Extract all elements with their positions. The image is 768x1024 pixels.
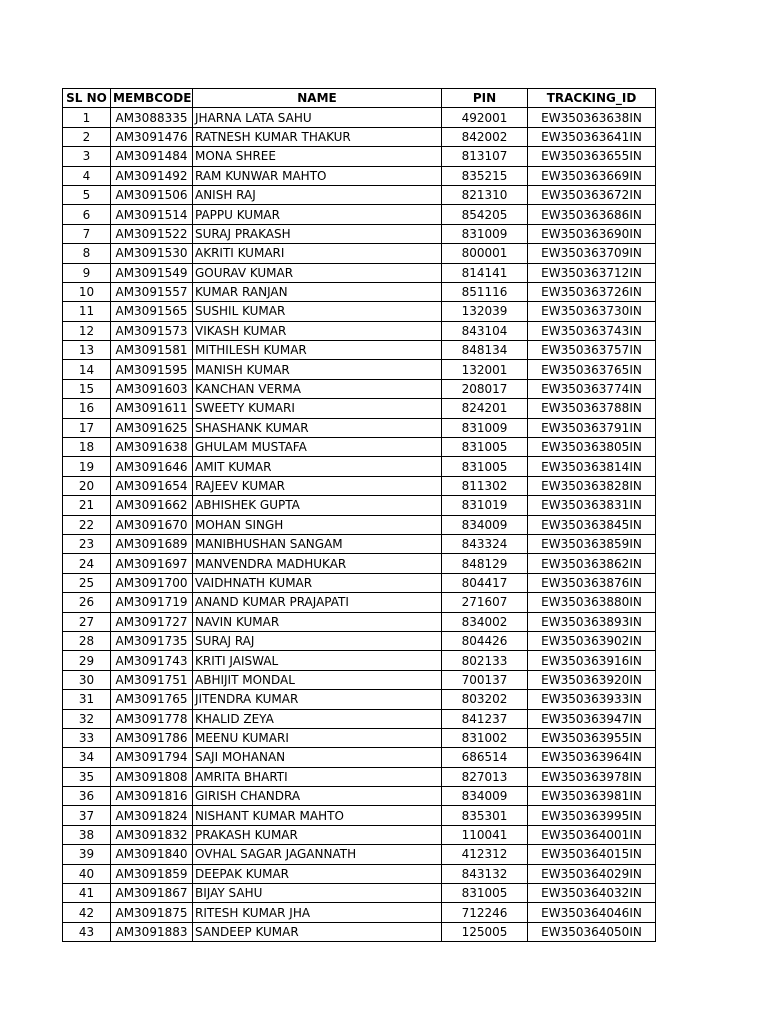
sl-no-cell: 42 (63, 903, 111, 922)
membcode-cell: AM3091743 (111, 651, 193, 670)
sl-no-cell: 36 (63, 787, 111, 806)
name-cell: KRITI JAISWAL (193, 651, 442, 670)
membcode-cell: AM3091514 (111, 205, 193, 224)
name-cell: SURAJ RAJ (193, 631, 442, 650)
name-cell: ABHIJIT MONDAL (193, 670, 442, 689)
tracking-id-cell: EW350363690IN (528, 224, 656, 243)
membcode-cell: AM3091735 (111, 631, 193, 650)
name-cell: MITHILESH KUMAR (193, 341, 442, 360)
membcode-cell: AM3091549 (111, 263, 193, 282)
sl-no-cell: 15 (63, 379, 111, 398)
pin-cell: 843324 (442, 534, 528, 553)
name-cell: NISHANT KUMAR MAHTO (193, 806, 442, 825)
pin-cell: 813107 (442, 147, 528, 166)
tracking-id-cell: EW350363893IN (528, 612, 656, 631)
membcode-cell: AM3091689 (111, 534, 193, 553)
sl-no-cell: 38 (63, 825, 111, 844)
tracking-id-cell: EW350363757IN (528, 341, 656, 360)
header-pin: PIN (442, 89, 528, 108)
sl-no-cell: 26 (63, 593, 111, 612)
name-cell: PRAKASH KUMAR (193, 825, 442, 844)
name-cell: OVHAL SAGAR JAGANNATH (193, 845, 442, 864)
name-cell: SWEETY KUMARI (193, 399, 442, 418)
sl-no-cell: 39 (63, 845, 111, 864)
name-cell: VIKASH KUMAR (193, 321, 442, 340)
pin-cell: 804417 (442, 573, 528, 592)
pin-cell: 802133 (442, 651, 528, 670)
membcode-cell: AM3091565 (111, 302, 193, 321)
tracking-id-cell: EW350363845IN (528, 515, 656, 534)
sl-no-cell: 23 (63, 534, 111, 553)
sl-no-cell: 14 (63, 360, 111, 379)
table-row (63, 767, 656, 786)
dispatch-table (62, 88, 656, 942)
pin-cell: 831005 (442, 884, 528, 903)
name-cell: RATNESH KUMAR THAKUR (193, 127, 442, 146)
table-row (63, 127, 656, 146)
name-cell: GOURAV KUMAR (193, 263, 442, 282)
sl-no-cell: 17 (63, 418, 111, 437)
sl-no-cell: 20 (63, 476, 111, 495)
header-row (63, 89, 656, 108)
table-row (63, 360, 656, 379)
membcode-cell: AM3091840 (111, 845, 193, 864)
tracking-id-cell: EW350364032IN (528, 884, 656, 903)
pin-cell: 208017 (442, 379, 528, 398)
table-body (63, 108, 656, 942)
membcode-cell: AM3091867 (111, 884, 193, 903)
name-cell: SHASHANK KUMAR (193, 418, 442, 437)
tracking-id-cell: EW350363672IN (528, 185, 656, 204)
membcode-cell: AM3091654 (111, 476, 193, 495)
table-row (63, 554, 656, 573)
tracking-id-cell: EW350363995IN (528, 806, 656, 825)
pin-cell: 712246 (442, 903, 528, 922)
pin-cell: 843104 (442, 321, 528, 340)
table-row (63, 321, 656, 340)
table-row (63, 496, 656, 515)
sl-no-cell: 30 (63, 670, 111, 689)
tracking-id-cell: EW350363638IN (528, 108, 656, 127)
tracking-id-cell: EW350363669IN (528, 166, 656, 185)
tracking-id-cell: EW350363726IN (528, 282, 656, 301)
name-cell: GIRISH CHANDRA (193, 787, 442, 806)
membcode-cell: AM3091765 (111, 690, 193, 709)
membcode-cell: AM3091625 (111, 418, 193, 437)
pin-cell: 125005 (442, 922, 528, 941)
tracking-id-cell: EW350363730IN (528, 302, 656, 321)
table-row (63, 922, 656, 941)
table-row (63, 864, 656, 883)
pin-cell: 814141 (442, 263, 528, 282)
sl-no-cell: 31 (63, 690, 111, 709)
sl-no-cell: 37 (63, 806, 111, 825)
membcode-cell: AM3088335 (111, 108, 193, 127)
tracking-id-cell: EW350363981IN (528, 787, 656, 806)
membcode-cell: AM3091832 (111, 825, 193, 844)
sl-no-cell: 7 (63, 224, 111, 243)
tracking-id-cell: EW350363686IN (528, 205, 656, 224)
tracking-id-cell: EW350363947IN (528, 709, 656, 728)
pin-cell: 831002 (442, 728, 528, 747)
sl-no-cell: 3 (63, 147, 111, 166)
pin-cell: 848129 (442, 554, 528, 573)
tracking-id-cell: EW350363743IN (528, 321, 656, 340)
membcode-cell: AM3091875 (111, 903, 193, 922)
table-row (63, 690, 656, 709)
name-cell: KUMAR RANJAN (193, 282, 442, 301)
membcode-cell: AM3091670 (111, 515, 193, 534)
pin-cell: 831005 (442, 457, 528, 476)
sl-no-cell: 29 (63, 651, 111, 670)
name-cell: SANDEEP KUMAR (193, 922, 442, 941)
membcode-cell: AM3091530 (111, 244, 193, 263)
table-row (63, 787, 656, 806)
pin-cell: 700137 (442, 670, 528, 689)
pin-cell: 492001 (442, 108, 528, 127)
table-row (63, 476, 656, 495)
sl-no-cell: 21 (63, 496, 111, 515)
pin-cell: 835301 (442, 806, 528, 825)
name-cell: RAM KUNWAR MAHTO (193, 166, 442, 185)
name-cell: ABHISHEK GUPTA (193, 496, 442, 515)
sl-no-cell: 19 (63, 457, 111, 476)
membcode-cell: AM3091751 (111, 670, 193, 689)
membcode-cell: AM3091595 (111, 360, 193, 379)
table-row (63, 185, 656, 204)
pin-cell: 854205 (442, 205, 528, 224)
membcode-cell: AM3091700 (111, 573, 193, 592)
membcode-cell: AM3091786 (111, 728, 193, 747)
sl-no-cell: 10 (63, 282, 111, 301)
membcode-cell: AM3091638 (111, 438, 193, 457)
table-row (63, 379, 656, 398)
name-cell: AMRITA BHARTI (193, 767, 442, 786)
membcode-cell: AM3091883 (111, 922, 193, 941)
name-cell: KANCHAN VERMA (193, 379, 442, 398)
pin-cell: 841237 (442, 709, 528, 728)
sl-no-cell: 16 (63, 399, 111, 418)
tracking-id-cell: EW350363712IN (528, 263, 656, 282)
name-cell: JHARNA LATA SAHU (193, 108, 442, 127)
table-row (63, 573, 656, 592)
name-cell: RITESH KUMAR JHA (193, 903, 442, 922)
membcode-cell: AM3091522 (111, 224, 193, 243)
sl-no-cell: 28 (63, 631, 111, 650)
table-row (63, 341, 656, 360)
pin-cell: 842002 (442, 127, 528, 146)
tracking-id-cell: EW350364046IN (528, 903, 656, 922)
header-name: NAME (193, 89, 442, 108)
pin-cell: 800001 (442, 244, 528, 263)
tracking-id-cell: EW350363828IN (528, 476, 656, 495)
name-cell: VAIDHNATH KUMAR (193, 573, 442, 592)
sl-no-cell: 43 (63, 922, 111, 941)
pin-cell: 835215 (442, 166, 528, 185)
sl-no-cell: 6 (63, 205, 111, 224)
table-row (63, 418, 656, 437)
name-cell: NAVIN KUMAR (193, 612, 442, 631)
tracking-id-cell: EW350363791IN (528, 418, 656, 437)
pin-cell: 804426 (442, 631, 528, 650)
name-cell: GHULAM MUSTAFA (193, 438, 442, 457)
sl-no-cell: 13 (63, 341, 111, 360)
pin-cell: 412312 (442, 845, 528, 864)
table-row (63, 651, 656, 670)
membcode-cell: AM3091808 (111, 767, 193, 786)
name-cell: SURAJ PRAKASH (193, 224, 442, 243)
name-cell: AMIT KUMAR (193, 457, 442, 476)
membcode-cell: AM3091662 (111, 496, 193, 515)
tracking-id-cell: EW350364015IN (528, 845, 656, 864)
pin-cell: 831009 (442, 418, 528, 437)
name-cell: BIJAY SAHU (193, 884, 442, 903)
tracking-id-cell: EW350363831IN (528, 496, 656, 515)
sl-no-cell: 35 (63, 767, 111, 786)
pin-cell: 831009 (442, 224, 528, 243)
sl-no-cell: 27 (63, 612, 111, 631)
table-row (63, 224, 656, 243)
sl-no-cell: 22 (63, 515, 111, 534)
table-row (63, 515, 656, 534)
table-row (63, 244, 656, 263)
membcode-cell: AM3091581 (111, 341, 193, 360)
table-row (63, 166, 656, 185)
table-row (63, 806, 656, 825)
table-row (63, 728, 656, 747)
pin-cell: 834002 (442, 612, 528, 631)
pin-cell: 831019 (442, 496, 528, 515)
sl-no-cell: 41 (63, 884, 111, 903)
tracking-id-cell: EW350363655IN (528, 147, 656, 166)
name-cell: KHALID ZEYA (193, 709, 442, 728)
name-cell: SUSHIL KUMAR (193, 302, 442, 321)
name-cell: ANAND KUMAR PRAJAPATI (193, 593, 442, 612)
table-row (63, 709, 656, 728)
pin-cell: 851116 (442, 282, 528, 301)
tracking-id-cell: EW350363641IN (528, 127, 656, 146)
name-cell: SAJI MOHANAN (193, 748, 442, 767)
pin-cell: 827013 (442, 767, 528, 786)
table-row (63, 457, 656, 476)
table-row (63, 534, 656, 553)
sl-no-cell: 4 (63, 166, 111, 185)
tracking-id-cell: EW350363920IN (528, 670, 656, 689)
table-row (63, 670, 656, 689)
tracking-id-cell: EW350363933IN (528, 690, 656, 709)
header-sl-no: SL NO (63, 89, 111, 108)
name-cell: MANIBHUSHAN SANGAM (193, 534, 442, 553)
name-cell: MEENU KUMARI (193, 728, 442, 747)
name-cell: AKRITI KUMARI (193, 244, 442, 263)
table-row (63, 147, 656, 166)
membcode-cell: AM3091816 (111, 787, 193, 806)
membcode-cell: AM3091506 (111, 185, 193, 204)
tracking-id-cell: EW350364029IN (528, 864, 656, 883)
table-row (63, 825, 656, 844)
pin-cell: 132001 (442, 360, 528, 379)
pin-cell: 824201 (442, 399, 528, 418)
sl-no-cell: 34 (63, 748, 111, 767)
sl-no-cell: 32 (63, 709, 111, 728)
tracking-id-cell: EW350363859IN (528, 534, 656, 553)
tracking-id-cell: EW350363955IN (528, 728, 656, 747)
membcode-cell: AM3091697 (111, 554, 193, 573)
table-row (63, 302, 656, 321)
name-cell: ANISH RAJ (193, 185, 442, 204)
pin-cell: 132039 (442, 302, 528, 321)
tracking-id-cell: EW350364001IN (528, 825, 656, 844)
name-cell: MANISH KUMAR (193, 360, 442, 379)
sl-no-cell: 24 (63, 554, 111, 573)
tracking-id-cell: EW350363964IN (528, 748, 656, 767)
membcode-cell: AM3091603 (111, 379, 193, 398)
pin-cell: 821310 (442, 185, 528, 204)
sl-no-cell: 25 (63, 573, 111, 592)
pin-cell: 271607 (442, 593, 528, 612)
membcode-cell: AM3091778 (111, 709, 193, 728)
membcode-cell: AM3091646 (111, 457, 193, 476)
table-row (63, 205, 656, 224)
table-row (63, 903, 656, 922)
pin-cell: 803202 (442, 690, 528, 709)
pin-cell: 811302 (442, 476, 528, 495)
name-cell: MOHAN SINGH (193, 515, 442, 534)
pin-cell: 110041 (442, 825, 528, 844)
pin-cell: 848134 (442, 341, 528, 360)
name-cell: JITENDRA KUMAR (193, 690, 442, 709)
table-row (63, 593, 656, 612)
sl-no-cell: 5 (63, 185, 111, 204)
sl-no-cell: 2 (63, 127, 111, 146)
pin-cell: 831005 (442, 438, 528, 457)
table-row (63, 399, 656, 418)
tracking-id-cell: EW350363978IN (528, 767, 656, 786)
table-row (63, 748, 656, 767)
tracking-id-cell: EW350363805IN (528, 438, 656, 457)
membcode-cell: AM3091859 (111, 864, 193, 883)
name-cell: PAPPU KUMAR (193, 205, 442, 224)
pin-cell: 843132 (442, 864, 528, 883)
membcode-cell: AM3091794 (111, 748, 193, 767)
sl-no-cell: 40 (63, 864, 111, 883)
tracking-id-cell: EW350363814IN (528, 457, 656, 476)
membcode-cell: AM3091824 (111, 806, 193, 825)
sl-no-cell: 33 (63, 728, 111, 747)
header-membcode: MEMBCODE (111, 89, 193, 108)
tracking-id-cell: EW350363709IN (528, 244, 656, 263)
table-row (63, 438, 656, 457)
table-row (63, 263, 656, 282)
sl-no-cell: 1 (63, 108, 111, 127)
tracking-id-cell: EW350363765IN (528, 360, 656, 379)
tracking-id-cell: EW350363876IN (528, 573, 656, 592)
tracking-id-cell: EW350363902IN (528, 631, 656, 650)
pin-cell: 834009 (442, 787, 528, 806)
membcode-cell: AM3091573 (111, 321, 193, 340)
sl-no-cell: 11 (63, 302, 111, 321)
name-cell: MANVENDRA MADHUKAR (193, 554, 442, 573)
table-row (63, 108, 656, 127)
membcode-cell: AM3091557 (111, 282, 193, 301)
tracking-id-cell: EW350364050IN (528, 922, 656, 941)
table-row (63, 282, 656, 301)
table-row (63, 612, 656, 631)
membcode-cell: AM3091476 (111, 127, 193, 146)
tracking-id-cell: EW350363880IN (528, 593, 656, 612)
membcode-cell: AM3091492 (111, 166, 193, 185)
membcode-cell: AM3091727 (111, 612, 193, 631)
table-row (63, 845, 656, 864)
membcode-cell: AM3091611 (111, 399, 193, 418)
tracking-id-cell: EW350363774IN (528, 379, 656, 398)
tracking-id-cell: EW350363916IN (528, 651, 656, 670)
sl-no-cell: 12 (63, 321, 111, 340)
sl-no-cell: 18 (63, 438, 111, 457)
pin-cell: 834009 (442, 515, 528, 534)
sl-no-cell: 8 (63, 244, 111, 263)
table-row (63, 884, 656, 903)
membcode-cell: AM3091719 (111, 593, 193, 612)
table-row (63, 631, 656, 650)
pin-cell: 686514 (442, 748, 528, 767)
name-cell: DEEPAK KUMAR (193, 864, 442, 883)
name-cell: RAJEEV KUMAR (193, 476, 442, 495)
name-cell: MONA SHREE (193, 147, 442, 166)
membcode-cell: AM3091484 (111, 147, 193, 166)
tracking-id-cell: EW350363788IN (528, 399, 656, 418)
sl-no-cell: 9 (63, 263, 111, 282)
header-tracking-id: TRACKING_ID (528, 89, 656, 108)
tracking-id-cell: EW350363862IN (528, 554, 656, 573)
